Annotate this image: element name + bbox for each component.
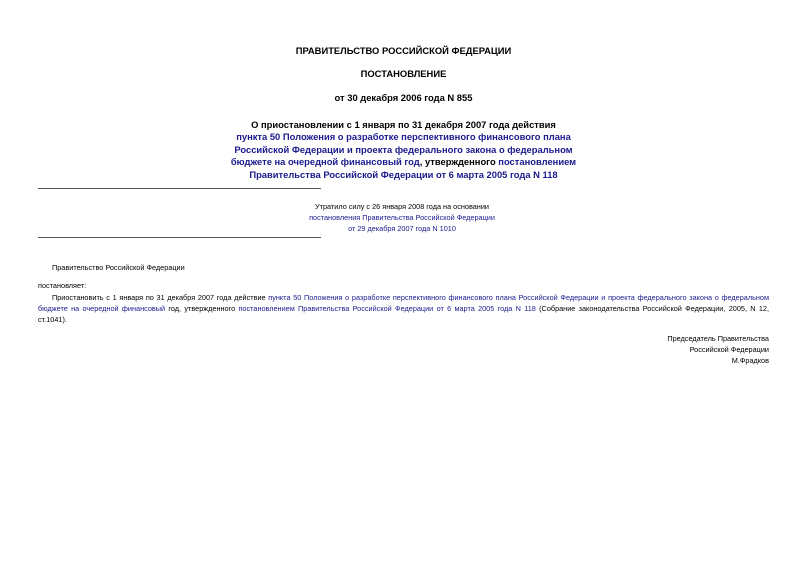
signature-block xyxy=(667,333,769,367)
title-link-paragraph-50[interactable]: пункта 50 Положения о разработке перспективного финансового плана xyxy=(236,131,571,143)
title-link-budget[interactable]: бюджете на очередной финансовый год xyxy=(230,156,420,168)
title-link-government-118[interactable]: Правительства Российской Федерации от 6 марта 2005 года N 118 xyxy=(249,168,558,180)
para-link-resolution-118[interactable]: постановлением Правительства Российской Федерации от 6 марта 2005 года N 118 xyxy=(238,304,536,313)
repeal-link-resolution[interactable]: постановления Правительства Российской Федерации xyxy=(309,213,495,222)
para-mid: год, утвержденного xyxy=(165,304,239,313)
bottom-divider xyxy=(38,237,321,238)
para-link-paragraph-50[interactable]: пункта 50 Положения о разработке перспективного финансового плана Российской Федерации и проекта федерального закона о федеральном бюджете на очередной финансовый xyxy=(38,293,769,313)
document-title xyxy=(0,119,807,181)
repeal-note-text: Утратило силу с 26 января 2008 года на основании xyxy=(315,202,489,211)
title-line-1: О приостановлении с 1 января по 31 декабря 2007 года действия xyxy=(251,119,556,130)
para-start: Приостановить с 1 января по 31 декабря 2007 года действие xyxy=(52,293,269,302)
decides-text: постановляет: xyxy=(38,281,87,290)
main-paragraph xyxy=(38,292,769,325)
title-link-federal-law[interactable]: Российской Федерации и проекта федерального закона о федеральном xyxy=(234,143,573,155)
signature-org: Российской Федерации xyxy=(689,345,769,355)
document-date: от 30 декабря 2006 года N 855 xyxy=(334,92,473,103)
repeal-note xyxy=(180,201,624,234)
title-link-resolution[interactable]: постановлением xyxy=(498,156,577,168)
top-divider xyxy=(38,188,321,189)
para-end: (Собрание законодательства Российской Федерации, 2005, N 12, ст.1041). xyxy=(38,304,769,324)
government-heading: ПРАВИТЕЛЬСТВО РОССИЙСКОЙ ФЕДЕРАЦИИ xyxy=(295,45,512,56)
signature-name: М.Фрадков xyxy=(731,356,769,366)
document-type-heading: ПОСТАНОВЛЕНИЕ xyxy=(360,68,447,79)
repeal-link-date[interactable]: от 29 декабря 2007 года N 1010 xyxy=(348,224,456,233)
title-connector: , утвержденного xyxy=(419,156,499,168)
signature-title: Председатель Правительства xyxy=(667,334,769,343)
issuer-text: Правительство Российской Федерации xyxy=(52,263,185,272)
